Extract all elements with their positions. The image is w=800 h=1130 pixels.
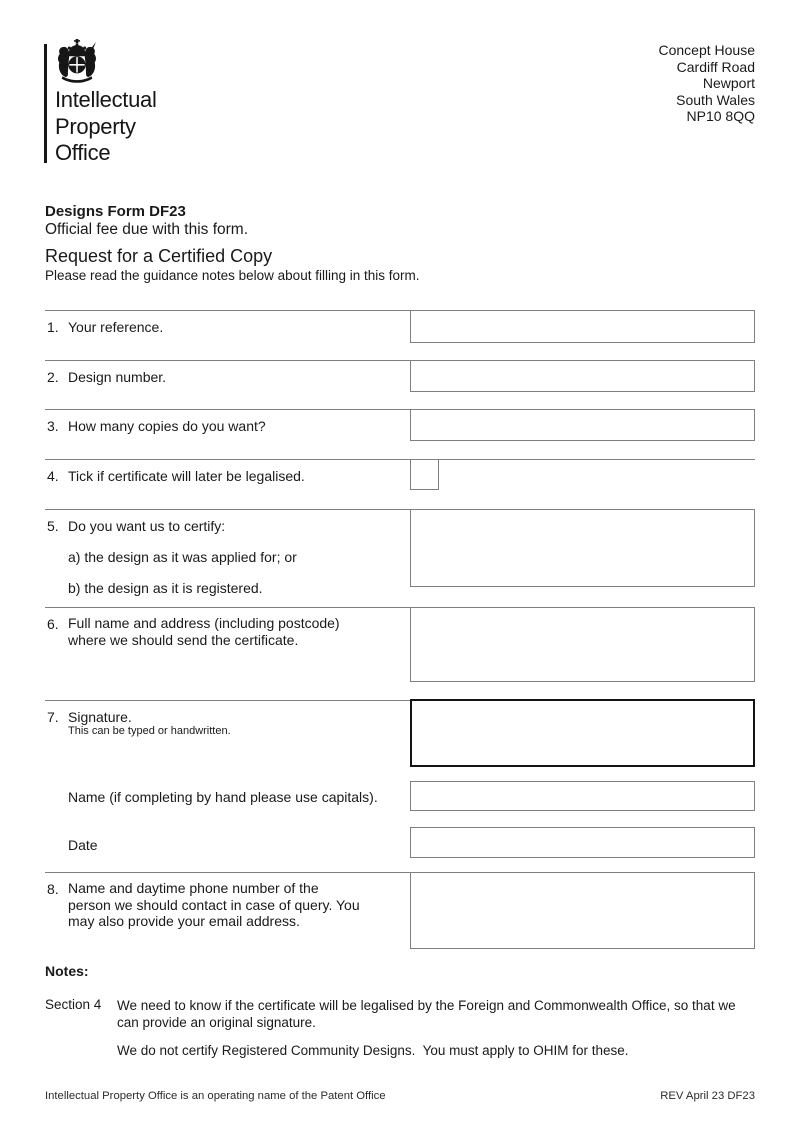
office-address bbox=[658, 42, 755, 125]
design-number-field[interactable] bbox=[410, 360, 755, 392]
row-number: 4. bbox=[47, 468, 59, 484]
row-number: 3. bbox=[47, 418, 59, 434]
row-number: 1. bbox=[47, 319, 59, 335]
certify-option-a-label: a) the design as it was applied for; or bbox=[68, 549, 297, 565]
form-title: Designs Form DF23 bbox=[45, 203, 186, 220]
row-signature bbox=[45, 700, 755, 770]
logo-vertical-bar bbox=[44, 44, 47, 163]
row-legalised bbox=[45, 459, 755, 509]
address-line: NP10 8QQ bbox=[686, 108, 755, 125]
row-number: 8. bbox=[47, 881, 59, 897]
name-label: Name (if completing by hand please use capitals). bbox=[68, 789, 378, 805]
address-line: Cardiff Road bbox=[676, 58, 755, 75]
request-title: Request for a Certified Copy bbox=[45, 246, 273, 266]
row-certify-choice bbox=[45, 509, 755, 607]
row-label: Signature. bbox=[68, 709, 132, 725]
row-certificate-address bbox=[45, 607, 755, 700]
certify-option-b-label: b) the design as it is registered. bbox=[68, 580, 263, 596]
row-label: Full name and address (including postcode) where we should send the certificate. bbox=[68, 615, 340, 648]
note-section-4: We need to know if the certificate will be legalised by the Foreign and Commonwealth Office, so that we can provide an original signature. bbox=[117, 998, 736, 1030]
fee-note: Official fee due with this form. bbox=[45, 221, 249, 238]
signature-hint: This can be typed or handwritten. bbox=[68, 725, 231, 737]
row-label: Do you want us to certify: bbox=[68, 518, 226, 534]
row-contact-person bbox=[45, 872, 755, 952]
row-number: 7. bbox=[47, 709, 59, 725]
legalised-checkbox[interactable] bbox=[410, 459, 439, 490]
contact-person-field[interactable] bbox=[410, 872, 755, 949]
certify-choice-field[interactable] bbox=[410, 509, 755, 587]
logo-line-2: Property bbox=[55, 113, 136, 139]
row-number: 2. bbox=[47, 369, 59, 385]
copies-field[interactable] bbox=[410, 409, 755, 441]
date-label: Date bbox=[68, 837, 98, 853]
notes-section-label: Section 4 bbox=[45, 997, 102, 1012]
row-your-reference bbox=[45, 310, 755, 360]
row-copies bbox=[45, 409, 755, 459]
guidance-note: Please read the guidance notes below about filling in this form. bbox=[45, 268, 420, 283]
signature-field[interactable] bbox=[410, 699, 755, 767]
notes-heading: Notes: bbox=[45, 963, 89, 979]
certificate-address-field[interactable] bbox=[410, 607, 755, 682]
row-label: Your reference. bbox=[68, 319, 164, 335]
row-label: Name and daytime phone number of the person we should contact in case of query. You may also provide your email address. bbox=[68, 880, 360, 929]
royal-crest-icon bbox=[53, 39, 101, 83]
address-line: South Wales bbox=[676, 91, 755, 108]
footer-operating-name: Intellectual Property Office is an operating name of the Patent Office bbox=[45, 1090, 386, 1102]
logo-line-1: Intellectual bbox=[55, 87, 157, 112]
row-number: 5. bbox=[47, 518, 59, 534]
ipo-logo-text bbox=[55, 87, 157, 167]
address-line: Concept House bbox=[658, 42, 755, 58]
row-design-number bbox=[45, 360, 755, 409]
row-label: How many copies do you want? bbox=[68, 418, 266, 434]
reference-field[interactable] bbox=[410, 310, 755, 343]
row-label: Tick if certificate will later be legalised. bbox=[68, 468, 305, 484]
logo-line-3: Office bbox=[55, 140, 111, 165]
name-field[interactable] bbox=[410, 781, 755, 811]
footer-revision: REV April 23 DF23 bbox=[660, 1090, 755, 1102]
row-label: Design number. bbox=[68, 369, 167, 385]
address-line: Newport bbox=[702, 75, 755, 92]
date-field[interactable] bbox=[410, 827, 755, 858]
note-community-designs: We do not certify Registered Community Designs. You must apply to OHIM for these. bbox=[117, 1043, 629, 1058]
row-number: 6. bbox=[47, 616, 59, 632]
